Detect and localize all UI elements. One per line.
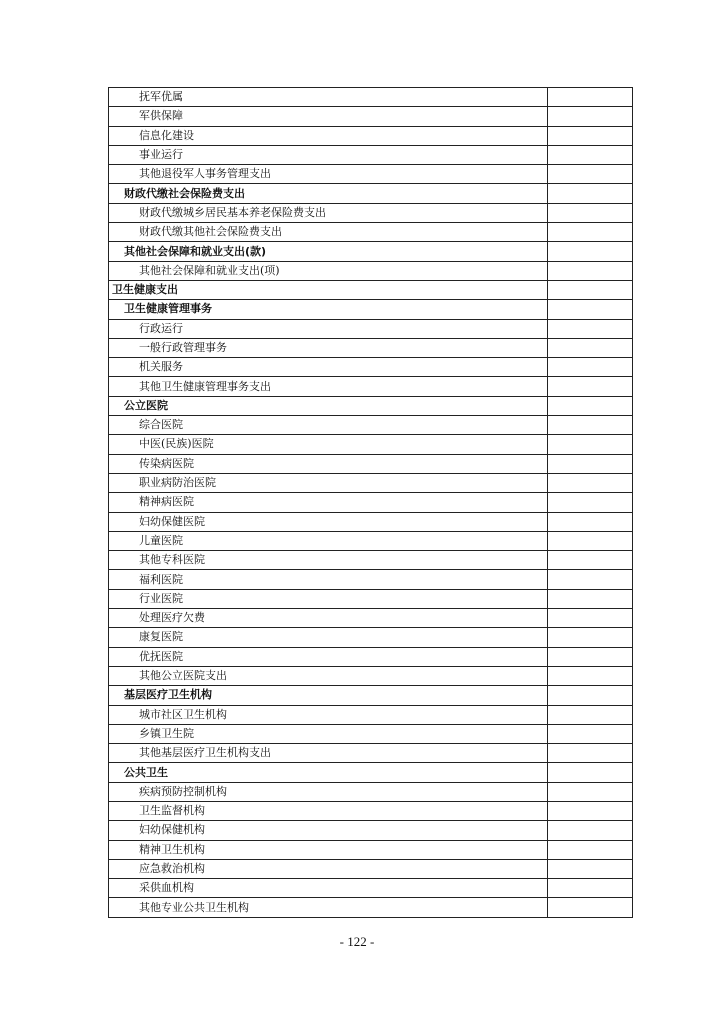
row-label: 精神病医院 bbox=[109, 493, 548, 512]
table-row bbox=[109, 416, 633, 435]
row-value bbox=[548, 551, 633, 570]
row-value bbox=[548, 358, 633, 377]
table-row bbox=[109, 705, 633, 724]
row-label: 处理医疗欠费 bbox=[109, 609, 548, 628]
row-value bbox=[548, 107, 633, 126]
table-row bbox=[109, 473, 633, 492]
row-value bbox=[548, 609, 633, 628]
row-label: 其他基层医疗卫生机构支出 bbox=[109, 744, 548, 763]
row-label: 福利医院 bbox=[109, 570, 548, 589]
table-row bbox=[109, 107, 633, 126]
table-row bbox=[109, 126, 633, 145]
row-label: 机关服务 bbox=[109, 358, 548, 377]
row-label: 乡镇卫生院 bbox=[109, 724, 548, 743]
table-row bbox=[109, 377, 633, 396]
row-value bbox=[548, 300, 633, 319]
table-row bbox=[109, 165, 633, 184]
row-value bbox=[548, 338, 633, 357]
row-label: 综合医院 bbox=[109, 416, 548, 435]
row-value bbox=[548, 203, 633, 222]
row-label: 公共卫生 bbox=[109, 763, 548, 782]
row-label: 行政运行 bbox=[109, 319, 548, 338]
row-value bbox=[548, 377, 633, 396]
row-value bbox=[548, 242, 633, 261]
table-row bbox=[109, 801, 633, 820]
row-value bbox=[548, 435, 633, 454]
row-label: 传染病医院 bbox=[109, 454, 548, 473]
row-value bbox=[548, 165, 633, 184]
row-label: 其他退役军人事务管理支出 bbox=[109, 165, 548, 184]
table-row bbox=[109, 358, 633, 377]
table-row bbox=[109, 203, 633, 222]
row-value bbox=[548, 319, 633, 338]
table-row bbox=[109, 261, 633, 280]
row-label: 其他公立医院支出 bbox=[109, 666, 548, 685]
table-row bbox=[109, 859, 633, 878]
row-label: 行业医院 bbox=[109, 589, 548, 608]
table-row bbox=[109, 628, 633, 647]
row-label: 一般行政管理事务 bbox=[109, 338, 548, 357]
row-value bbox=[548, 763, 633, 782]
row-value bbox=[548, 531, 633, 550]
table-row bbox=[109, 242, 633, 261]
table-row bbox=[109, 879, 633, 898]
row-label: 财政代缴城乡居民基本养老保险费支出 bbox=[109, 203, 548, 222]
table-body bbox=[109, 88, 633, 918]
table-row bbox=[109, 666, 633, 685]
row-value bbox=[548, 280, 633, 299]
page-number: - 122 - bbox=[339, 934, 375, 949]
table-row bbox=[109, 223, 633, 242]
row-value bbox=[548, 589, 633, 608]
row-label: 中医(民族)医院 bbox=[109, 435, 548, 454]
row-label: 妇幼保健机构 bbox=[109, 821, 548, 840]
row-value bbox=[548, 898, 633, 917]
table-row bbox=[109, 531, 633, 550]
row-label: 疾病预防控制机构 bbox=[109, 782, 548, 801]
row-value bbox=[548, 801, 633, 820]
table-row bbox=[109, 338, 633, 357]
row-label: 财政代缴社会保险费支出 bbox=[109, 184, 548, 203]
row-label: 城市社区卫生机构 bbox=[109, 705, 548, 724]
table-row bbox=[109, 145, 633, 164]
table-row bbox=[109, 319, 633, 338]
row-label: 优抚医院 bbox=[109, 647, 548, 666]
row-value bbox=[548, 184, 633, 203]
row-label: 卫生健康管理事务 bbox=[109, 300, 548, 319]
row-value bbox=[548, 724, 633, 743]
row-value bbox=[548, 454, 633, 473]
table-row bbox=[109, 744, 633, 763]
row-label: 其他社会保障和就业支出(项) bbox=[109, 261, 548, 280]
row-label: 职业病防治医院 bbox=[109, 473, 548, 492]
table-row bbox=[109, 724, 633, 743]
row-value bbox=[548, 744, 633, 763]
row-label: 其他专业公共卫生机构 bbox=[109, 898, 548, 917]
row-label: 其他社会保障和就业支出(款) bbox=[109, 242, 548, 261]
row-value bbox=[548, 512, 633, 531]
row-label: 军供保障 bbox=[109, 107, 548, 126]
row-value bbox=[548, 261, 633, 280]
row-label: 儿童医院 bbox=[109, 531, 548, 550]
table-row bbox=[109, 647, 633, 666]
row-value bbox=[548, 705, 633, 724]
table-row bbox=[109, 435, 633, 454]
row-label: 卫生健康支出 bbox=[109, 280, 548, 299]
row-label: 事业运行 bbox=[109, 145, 548, 164]
budget-table bbox=[108, 87, 633, 918]
row-label: 卫生监督机构 bbox=[109, 801, 548, 820]
row-value bbox=[548, 628, 633, 647]
row-label: 财政代缴其他社会保险费支出 bbox=[109, 223, 548, 242]
row-value bbox=[548, 879, 633, 898]
row-label: 抚军优属 bbox=[109, 88, 548, 107]
row-value bbox=[548, 570, 633, 589]
table-row bbox=[109, 686, 633, 705]
table-row bbox=[109, 396, 633, 415]
row-value bbox=[548, 686, 633, 705]
table-row bbox=[109, 454, 633, 473]
row-label: 基层医疗卫生机构 bbox=[109, 686, 548, 705]
table-row bbox=[109, 589, 633, 608]
row-value bbox=[548, 782, 633, 801]
row-label: 应急救治机构 bbox=[109, 859, 548, 878]
row-value bbox=[548, 859, 633, 878]
row-value bbox=[548, 666, 633, 685]
row-value bbox=[548, 396, 633, 415]
row-label: 其他卫生健康管理事务支出 bbox=[109, 377, 548, 396]
row-value bbox=[548, 126, 633, 145]
table-row bbox=[109, 88, 633, 107]
row-label: 精神卫生机构 bbox=[109, 840, 548, 859]
table-row bbox=[109, 551, 633, 570]
table-row bbox=[109, 512, 633, 531]
row-label: 其他专科医院 bbox=[109, 551, 548, 570]
row-label: 康复医院 bbox=[109, 628, 548, 647]
row-value bbox=[548, 840, 633, 859]
table-row bbox=[109, 898, 633, 917]
row-value bbox=[548, 223, 633, 242]
row-value bbox=[548, 821, 633, 840]
row-value bbox=[548, 493, 633, 512]
table-row bbox=[109, 493, 633, 512]
table-row bbox=[109, 570, 633, 589]
row-label: 采供血机构 bbox=[109, 879, 548, 898]
row-value bbox=[548, 473, 633, 492]
table-row bbox=[109, 821, 633, 840]
table-row bbox=[109, 782, 633, 801]
table-row bbox=[109, 609, 633, 628]
table-row bbox=[109, 280, 633, 299]
row-value bbox=[548, 88, 633, 107]
table-row bbox=[109, 763, 633, 782]
table-row bbox=[109, 840, 633, 859]
table-row bbox=[109, 300, 633, 319]
row-value bbox=[548, 647, 633, 666]
row-value bbox=[548, 416, 633, 435]
row-value bbox=[548, 145, 633, 164]
table-row bbox=[109, 184, 633, 203]
row-label: 公立医院 bbox=[109, 396, 548, 415]
row-label: 妇幼保健医院 bbox=[109, 512, 548, 531]
row-label: 信息化建设 bbox=[109, 126, 548, 145]
